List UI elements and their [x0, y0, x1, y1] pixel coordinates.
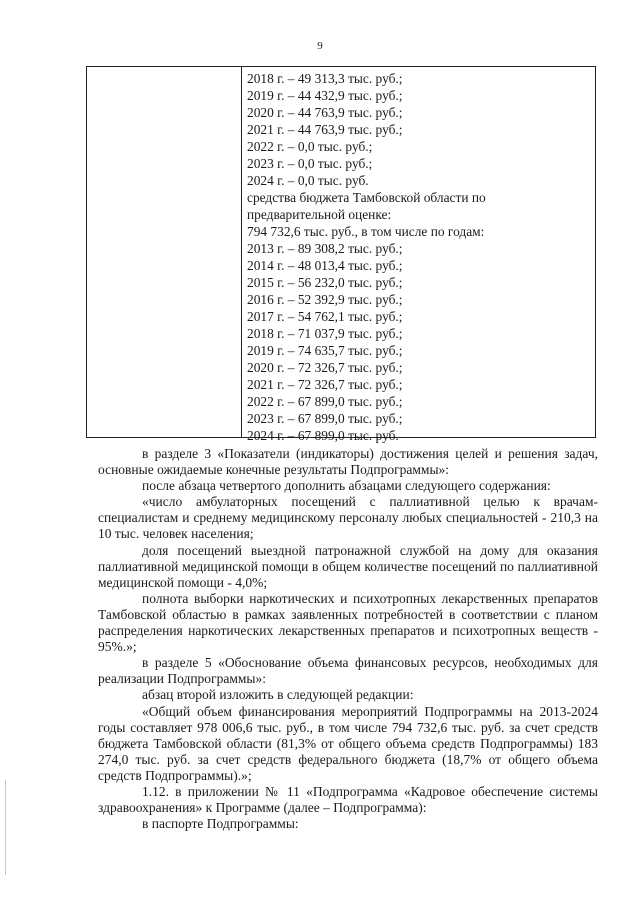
paragraph-section-5: в разделе 5 «Обоснование объема финансовых ресурсов, необходимых для реализации Подпрограммы»: — [98, 655, 598, 687]
funding-line: 2018 г. – 49 313,3 тыс. руб.; — [247, 71, 403, 86]
funding-line: 2021 г. – 72 326,7 тыс. руб.; — [247, 377, 403, 392]
funding-line: 2021 г. – 44 763,9 тыс. руб.; — [247, 122, 403, 137]
paragraph-appendix-11: 1.12. в приложении № 11 «Подпрограмма «Кадровое обеспечение системы здравоохранения» к Программе (далее – Подпрограмма): — [98, 783, 598, 816]
funding-line: 2023 г. – 0,0 тыс. руб.; — [247, 156, 373, 171]
funding-line: предварительной оценке: — [247, 207, 392, 222]
paragraph-passport: в паспорте Подпрограммы: — [142, 816, 299, 832]
paragraph-total-funding: «Общий объем финансирования мероприятий Подпрограммы на 2013-2024 годы составляет 978 006,6 тыс. руб., в том числе 794 732,6 тыс. руб. за счет средств бюджета Тамбовской области (81,3% от общего объема средств Подпрограммы) 183 274,0 тыс. руб. за счет средств федерального бюджета (18,7% от общего объема средств Подпрограммы).»; — [98, 703, 598, 783]
funding-line: 2018 г. – 71 037,9 тыс. руб.; — [247, 326, 403, 341]
funding-line: средства бюджета Тамбовской области по — [247, 190, 486, 205]
paragraph-add-abzats: после абзаца четвертого дополнить абзацами следующего содержания: — [142, 478, 551, 494]
funding-line: 2015 г. – 56 232,0 тыс. руб.; — [247, 275, 403, 290]
table-column-divider — [241, 67, 242, 437]
funding-cell — [247, 70, 587, 444]
paragraph-second-abzats: абзац второй изложить в следующей редакции: — [142, 687, 414, 703]
funding-line: 2024 г. – 67 899,0 тыс. руб. — [247, 428, 399, 443]
funding-line: 2023 г. – 67 899,0 тыс. руб.; — [247, 411, 403, 426]
funding-line: 2020 г. – 44 763,9 тыс. руб.; — [247, 105, 403, 120]
scan-edge-mark — [5, 780, 6, 875]
funding-line: 2014 г. – 48 013,4 тыс. руб.; — [247, 258, 403, 273]
funding-table — [86, 66, 596, 443]
page-number: 9 — [317, 40, 323, 52]
funding-line: 2019 г. – 44 432,9 тыс. руб.; — [247, 88, 403, 103]
paragraph-ambulatory-visits: «число амбулаторных посещений с паллиативной целью к врачам-специалистам и среднему медицинскому персоналу любых специальностей - 210,3 на 10 тыс. человек населения; — [98, 494, 598, 542]
funding-line: 2017 г. – 54 762,1 тыс. руб.; — [247, 309, 403, 324]
funding-line: 2019 г. – 74 635,7 тыс. руб.; — [247, 343, 403, 358]
funding-line: 2020 г. – 72 326,7 тыс. руб.; — [247, 360, 403, 375]
document-body — [98, 446, 598, 832]
paragraph-drug-selection: полнота выборки наркотических и психотропных лекарственных препаратов Тамбовской областью в рамках заявленных потребностей в соответствии с планом распределения наркотических лекарственных препаратов и психотропных веществ - 95%.»; — [98, 590, 598, 655]
funding-line: 2016 г. – 52 392,9 тыс. руб.; — [247, 292, 403, 307]
paragraph-home-visits: доля посещений выездной патронажной службой на дому для оказания паллиативной медицинской помощи в общем количестве посещений по паллиативной медицинской помощи - 4,0%; — [98, 542, 598, 590]
funding-line: 2013 г. – 89 308,2 тыс. руб.; — [247, 241, 403, 256]
funding-line: 2024 г. – 0,0 тыс. руб. — [247, 173, 369, 188]
funding-line: 794 732,6 тыс. руб., в том числе по годам: — [247, 224, 485, 239]
funding-line: 2022 г. – 67 899,0 тыс. руб.; — [247, 394, 403, 409]
funding-line: 2022 г. – 0,0 тыс. руб.; — [247, 139, 373, 154]
paragraph-section-3: в разделе 3 «Показатели (индикаторы) достижения целей и решения задач, основные ожидаемые конечные результаты Подпрограммы»: — [98, 446, 598, 478]
